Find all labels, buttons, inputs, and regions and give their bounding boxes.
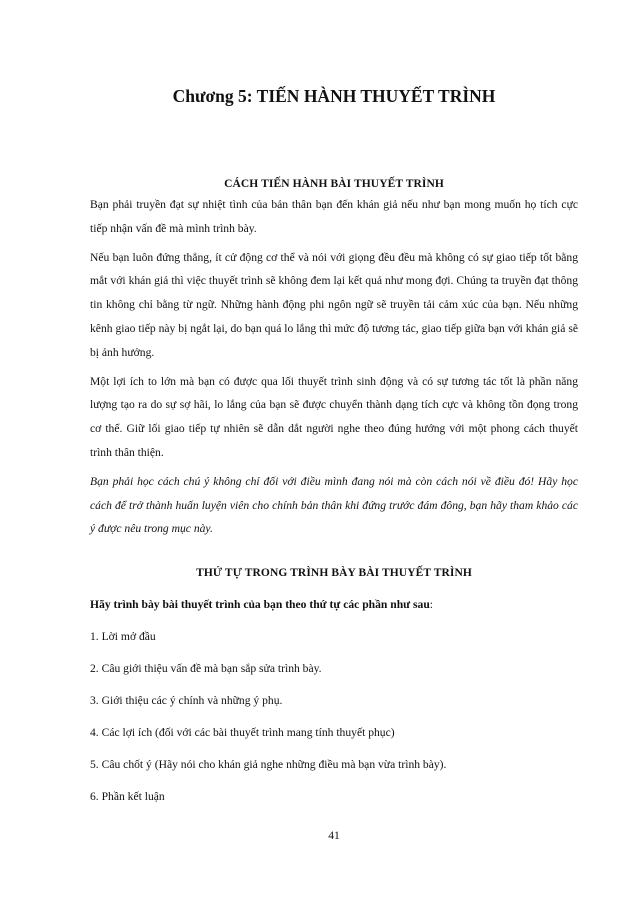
list-item: 6. Phần kết luận xyxy=(90,790,165,803)
list-intro xyxy=(90,593,578,616)
section-title: CÁCH TIẾN HÀNH BÀI THUYẾT TRÌNH xyxy=(224,178,444,190)
list-intro-colon: : xyxy=(429,598,433,611)
section-title: THỨ TỰ TRONG TRÌNH BÀY BÀI THUYẾT TRÌNH xyxy=(196,567,472,579)
paragraph: Nếu bạn luôn đứng thẳng, ít cử động cơ thể và nói với giọng đều đều mà không có sự giao tiếp tốt bằng mắt với khán giả thì việc thuyết trình sẽ không đem lại kết quả như mong đợi. Chúng ta truyền đạt thông tin không chỉ bằng từ ngữ. Những hành động phi ngôn ngữ sẽ truyền tải cảm xúc của bạn. Nếu những kênh giao tiếp này bị ngắt lại, do bạn quá lo lắng thì mức độ tương tác, giao tiếp giữa bạn với khán giả sẽ bị ảnh hưởng. xyxy=(90,250,578,359)
ordered-parts-list xyxy=(90,625,578,808)
list-item: 3. Giới thiệu các ý chính và những ý phụ. xyxy=(90,694,283,707)
section-presentation-method xyxy=(90,178,578,546)
page-number: 41 xyxy=(328,829,340,842)
list-item: 4. Các lợi ích (đối với các bài thuyết trình mang tính thuyết phục) xyxy=(90,726,395,739)
chapter-title: Chương 5: TIẾN HÀNH THUYẾT TRÌNH xyxy=(172,86,496,106)
section-presentation-order xyxy=(90,567,578,808)
list-item: 2. Câu giới thiệu vấn đề mà bạn sắp sửa trình bày. xyxy=(90,662,322,675)
italic-paragraph: Bạn phải học cách chú ý không chỉ đối với điều mình đang nói mà còn cách nói về điều đó! Hãy học cách để trở thành huấn luyện viên cho chính bản thân khi đứng trước đám đông, bạn hãy tham khảo các ý được nêu trong mục này. xyxy=(90,474,578,536)
list-item: 5. Câu chốt ý (Hãy nói cho khán giả nghe những điều mà bạn vừa trình bày). xyxy=(90,758,447,771)
list-item: 1. Lời mở đầu xyxy=(90,630,156,643)
paragraph: Một lợi ích to lớn mà bạn có được qua lối thuyết trình sinh động và có sự tương tác tốt là phần năng lượng tạo ra do sự sợ hãi, lo lắng của bạn sẽ được chuyển thành dạng tích cực và không tồn đọng trong cơ thể. Giữ lối giao tiếp tự nhiên sẽ dẫn dắt người nghe theo đúng hướng với một phong cách thuyết trình thân thiện. xyxy=(90,374,578,459)
paragraph: Bạn phải truyền đạt sự nhiệt tình của bản thân bạn đến khán giả nếu như bạn mong muốn họ tích cực tiếp nhận vấn đề mà mình trình bày. xyxy=(90,198,578,235)
list-intro-text: Hãy trình bày bài thuyết trình của bạn theo thứ tự các phần như sau xyxy=(90,598,430,611)
